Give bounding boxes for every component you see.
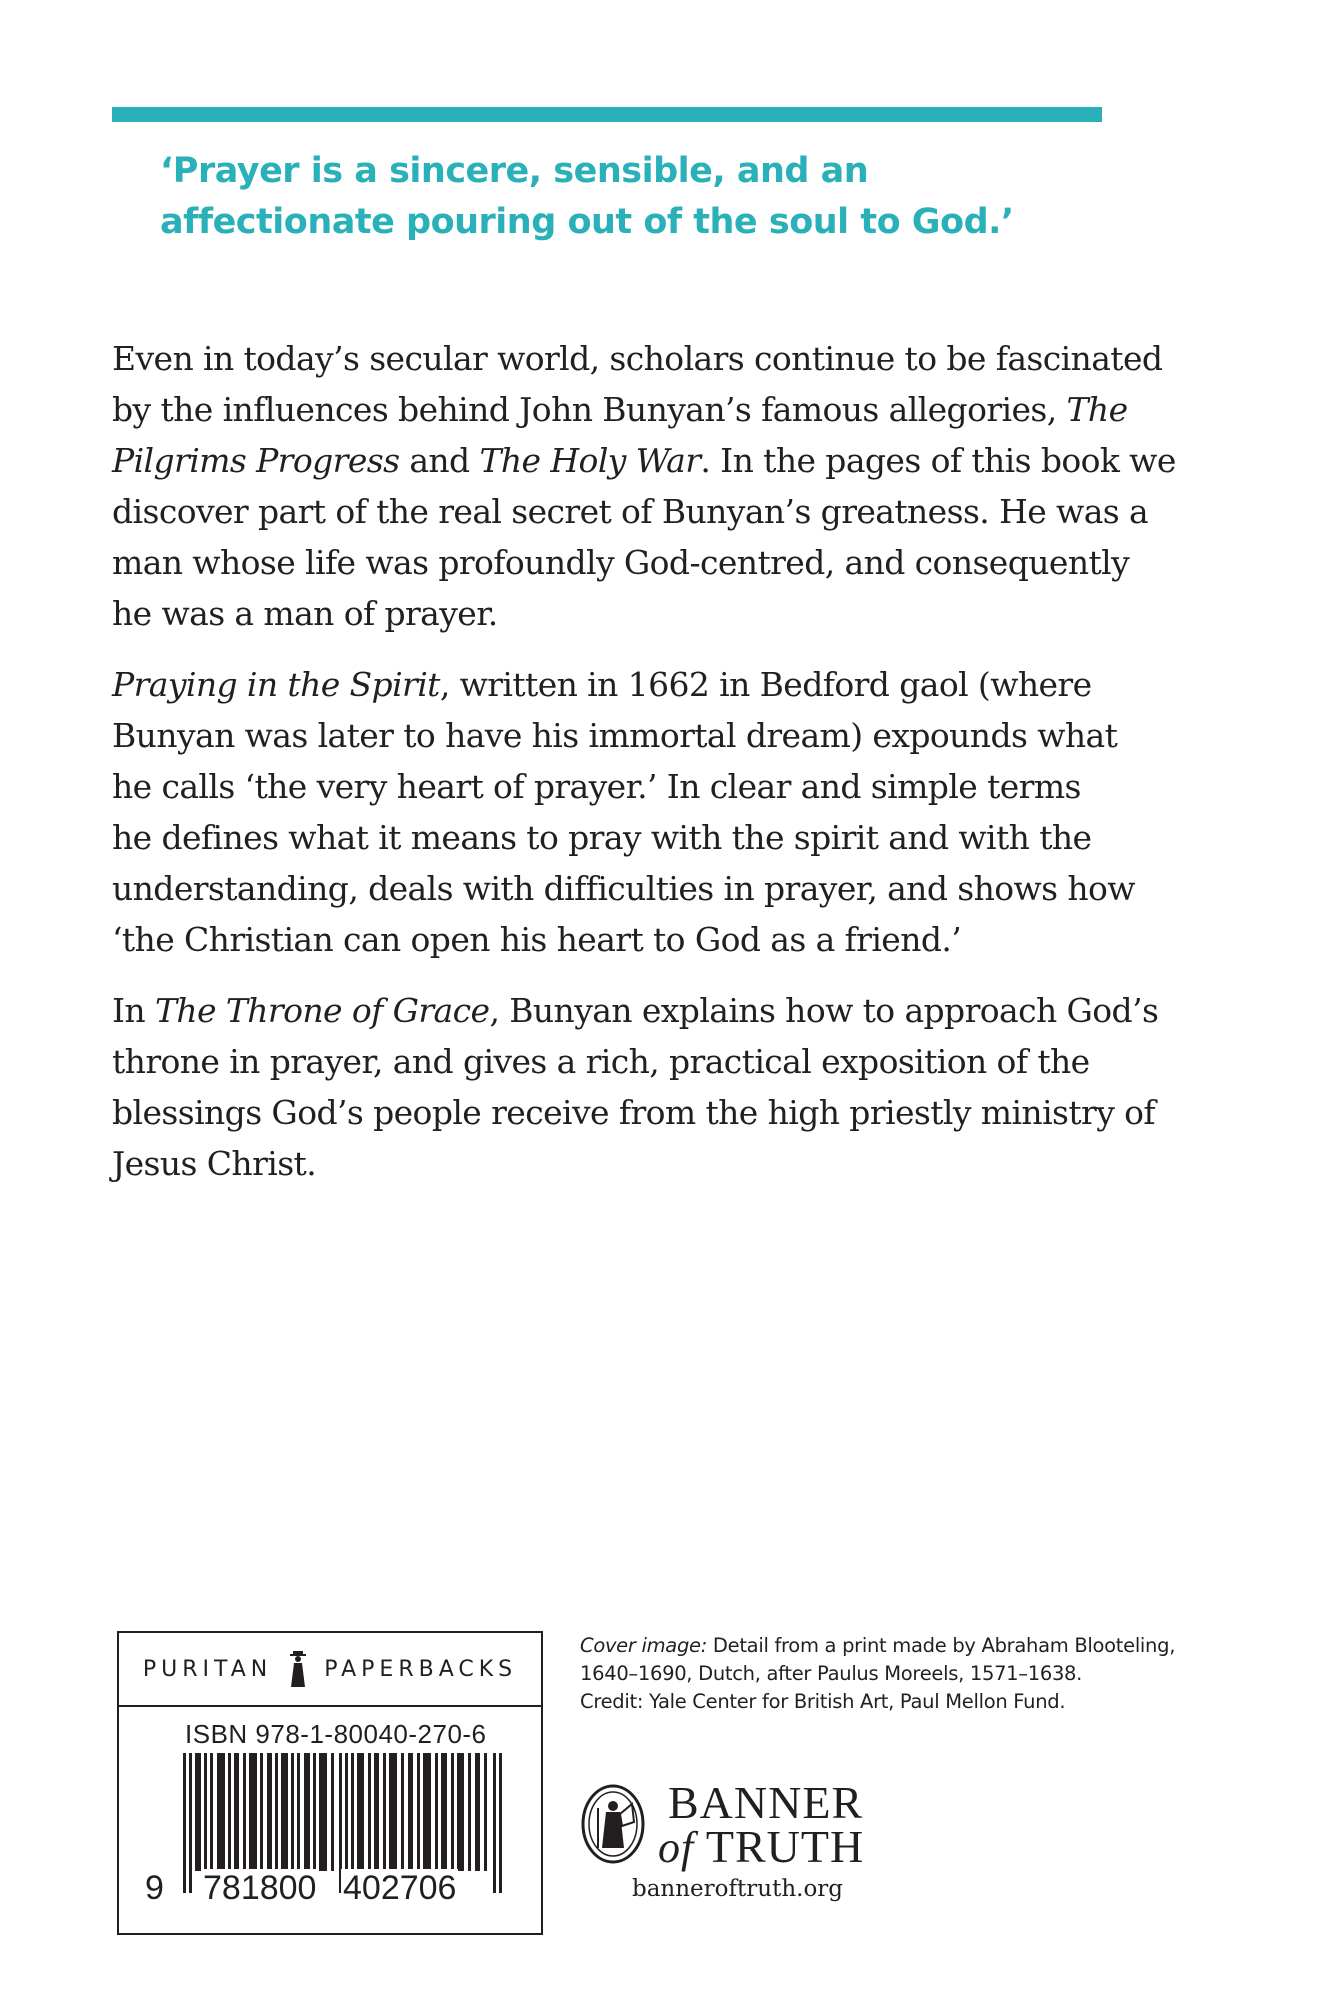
publisher-of: of [658,1823,695,1872]
book-description [112,333,1176,1209]
text-line: throne in prayer, and gives a rich, practical exposition of the [112,1042,1090,1081]
italic-title: Praying in the Spirit [112,665,440,704]
text-line: he was a man of prayer. [112,594,498,633]
text-run: by the influences behind John Bunyan’s famous allegories, [112,390,1067,429]
banner-of-truth-seal-icon [580,1782,646,1866]
description-paragraph-1 [112,333,1176,639]
text-run: Detail from a print made by Abraham Blooteling, [707,1634,1176,1657]
description-paragraph-2 [112,659,1135,965]
publisher-logo [580,1777,900,1872]
text-run: . In the pages of this book we [700,441,1176,480]
barcode-digit-first: 9 [145,1869,164,1907]
text-line: 1640–1690, Dutch, after Paulus Moreels, 1571–1638. [580,1662,1083,1685]
text-run: In [112,991,155,1030]
text-line: understanding, deals with difficulties in prayer, and shows how [112,869,1135,908]
text-line: Bunyan was later to have his immortal dream) expounds what [112,716,1118,755]
text-line: Even in today’s secular world, scholars continue to be fascinated [112,339,1163,378]
italic-title: The Holy War [479,441,701,480]
text-line: Credit: Yale Center for British Art, Paul Mellon Fund. [580,1690,1066,1713]
text-line: man whose life was profoundly God-centred, and consequently [112,543,1130,582]
pull-quote [160,146,1100,248]
text-line: he calls ‘the very heart of prayer.’ In clear and simple terms [112,767,1081,806]
text-line: he defines what it means to pray with the spirit and with the [112,818,1092,857]
puritan-figure-icon [288,1649,308,1689]
credit-label: Cover image: [580,1634,708,1657]
text-line [112,985,1159,1036]
italic-title: Pilgrims Progress [112,441,400,480]
text-line [112,384,1128,435]
publisher-website[interactable]: banneroftruth.org [632,1876,844,1902]
barcode-digits-group-2: 402706 [343,1869,457,1907]
barcode-digits-group-1: 781800 [203,1869,317,1907]
italic-title: The Throne of Grace [154,991,490,1030]
text-line: Jesus Christ. [112,1144,317,1183]
text-line: blessings God’s people receive from the high priestly ministry of [112,1093,1156,1132]
top-accent-rule [112,107,1102,122]
text-run: , written in 1662 in Bedford gaol (where [439,665,1092,704]
text-line: discover part of the real secret of Bunyan’s greatness. He was a [112,492,1149,531]
text-line [580,1632,1176,1660]
text-line: ‘the Christian can open his heart to God as a friend.’ [112,920,962,959]
publisher-name-line-1: BANNER [668,1777,864,1828]
text-line [112,659,1122,710]
series-and-barcode-box [117,1631,543,1935]
quote-line-2: affectionate pouring out of the soul to God.’ [160,202,1014,242]
cover-image-credit [580,1632,1176,1716]
series-label-left: PURITAN [142,1656,273,1682]
publisher-truth: TRUTH [694,1821,865,1872]
description-paragraph-3 [112,985,1159,1189]
text-run: and [399,441,480,480]
publisher-name-line-2 [658,1820,864,1873]
series-label [119,1633,541,1707]
quote-line-1: ‘Prayer is a sincere, sensible, and an [160,151,869,191]
text-line [112,435,1176,486]
series-label-right: PAPERBACKS [324,1656,518,1682]
italic-title: The [1066,390,1128,429]
isbn-text: ISBN 978-1-80040-270-6 [185,1719,487,1749]
text-run: , Bunyan explains how to approach God’s [489,991,1159,1030]
